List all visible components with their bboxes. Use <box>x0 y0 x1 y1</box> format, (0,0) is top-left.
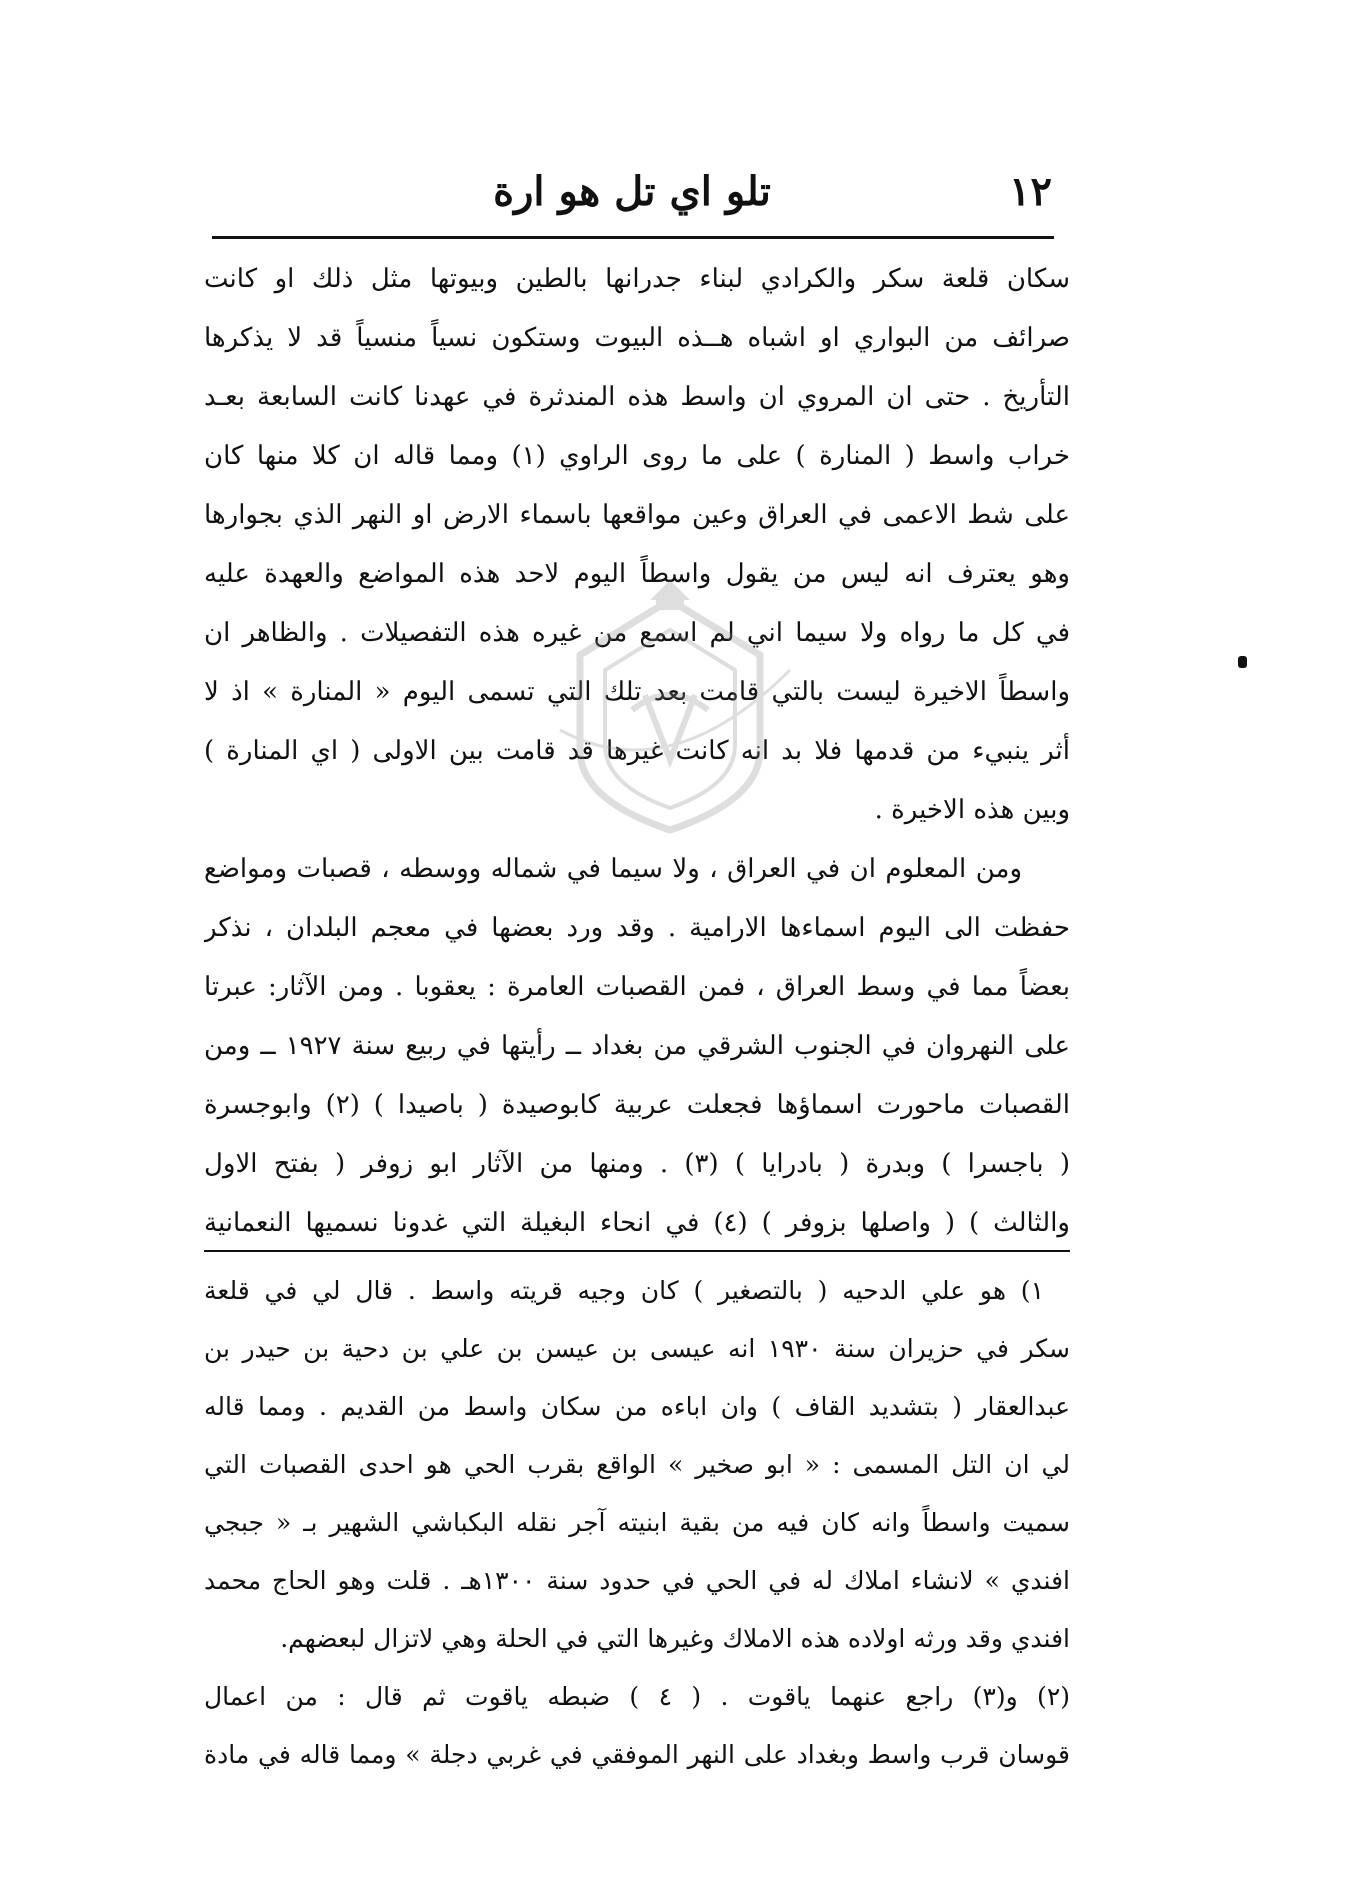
running-title: تلو اي تل هو ارة <box>493 168 771 215</box>
body-line: على النهروان في الجنوب الشرقي من بغداد ــ رأيتها في ربيع سنة ١٩٢٧ ــ ومن <box>204 1031 1070 1061</box>
body-line: خراب واسط ( المنارة ) على ما روى الراوي (١) ومما قاله ان كلا منها كان <box>204 441 1070 471</box>
body-line: وبين هذه الاخيرة . <box>874 795 1070 825</box>
margin-mark <box>1238 656 1247 668</box>
body-line: في كل ما رواه ولا سيما اني لم اسمع من غيره هذه التفصيلات . والظاهر ان <box>204 618 1070 648</box>
footnote-line: قوسان قرب واسط وبغداد على النهر الموفقي في غربي دجلة » ومما قاله في مادة <box>204 1740 1070 1769</box>
body-line: أثر ينبيء من قدمها فلا بد انه كانت غيرها قد قامت بين الاولى ( اي المنارة ) <box>204 736 1070 766</box>
header-rule <box>212 236 1054 239</box>
body-line: سكان قلعة سكر والكرادي لبناء جدرانها بالطين وبيوتها مثل ذلك او كانت <box>204 264 1070 294</box>
body-line: على شط الاعمى في العراق وعين مواقعها باسماء الارض او النهر الذي بجوارها <box>204 500 1070 530</box>
footnotes <box>204 1262 1070 1784</box>
library-watermark-icon <box>520 560 820 860</box>
body-line: وهو يعترف انه ليس من يقول واسطاً اليوم لاحد هذه المواضع والعهدة عليه <box>204 559 1070 589</box>
page-number: ١٢ <box>1009 168 1052 215</box>
footnote-line: افندي » لانشاء املاك له في الحي في حدود سنة ١٣٠٠هـ . قلت وهو الحاج محمد <box>204 1566 1070 1595</box>
footnote-line: لي ان التل المسمى : « ابو صخير » الواقع بقرب الحي هو احدى القصبات التي <box>204 1450 1070 1479</box>
body-line: بعضاً مما في وسط العراق ، فمن القصبات العامرة : يعقوبا . ومن الآثار: عبرتا <box>204 972 1070 1002</box>
body-line: صرائف من البواري او اشباه هــذه البيوت وستكون نسياً منسياً قد لا يذكرها <box>204 323 1070 353</box>
footnote-line: سكر في حزيران سنة ١٩٣٠ انه عيسى بن عيسن بن علي بن دحية بن حيدر بن <box>204 1334 1070 1363</box>
footnote-line: عبدالعقار ( بتشديد القاف ) وان اباءه من سكان واسط من القديم . ومما قاله <box>204 1392 1070 1421</box>
body-line: ومن المعلوم ان في العراق ، ولا سيما في شماله ووسطه ، قصبات ومواضع <box>204 854 1022 884</box>
body-line: القصبات ماحورت اسماؤها فجعلت عربية كابوصيدة ( باصيدا ) (٢) وابوجسرة <box>204 1090 1070 1120</box>
body-line: واسطاً الاخيرة ليست بالتي قامت بعد تلك التي تسمى اليوم « المنارة » اذ لا <box>204 677 1070 707</box>
body-line: ( باجسرا ) وبدرة ( بادرايا ) (٣) . ومنها من الآثار ابو زوفر ( بفتح الاول <box>204 1149 1070 1179</box>
footnote-rule <box>204 1250 1070 1252</box>
footnote-line: سميت واسطاً وانه كان فيه من بقية ابنيته آجر نقله البكباشي الشهير بـ « جبجي <box>204 1508 1070 1537</box>
footnote-line: ١) هو علي الدحيه ( بالتصغير ) كان وجيه قريته واسط . قال لي في قلعة <box>204 1276 1044 1305</box>
body-line: حفظت الى اليوم اسماءها الارامية . وقد ورد بعضها في معجم البلدان ، نذكر <box>204 913 1070 943</box>
footnote-line: (٢) و(٣) راجع عنهما ياقوت . ( ٤ ) ضبطه ياقوت ثم قال : من اعمال <box>204 1682 1070 1711</box>
body-line: التأريخ . حتى ان المروي ان واسط هذه المندثرة في عهدنا كانت السابعة بعـد <box>204 382 1070 412</box>
body-line: والثالث ) ( واصلها بزوفر ) (٤) في انحاء البغيلة التي غدونا نسميها النعمانية <box>204 1208 1070 1238</box>
running-header <box>212 168 1052 228</box>
footnote-line: افندي وقد ورثه اولاده هذه الاملاك وغيرها التي في الحلة وهي لاتزال لبعضهم. <box>280 1624 1070 1653</box>
